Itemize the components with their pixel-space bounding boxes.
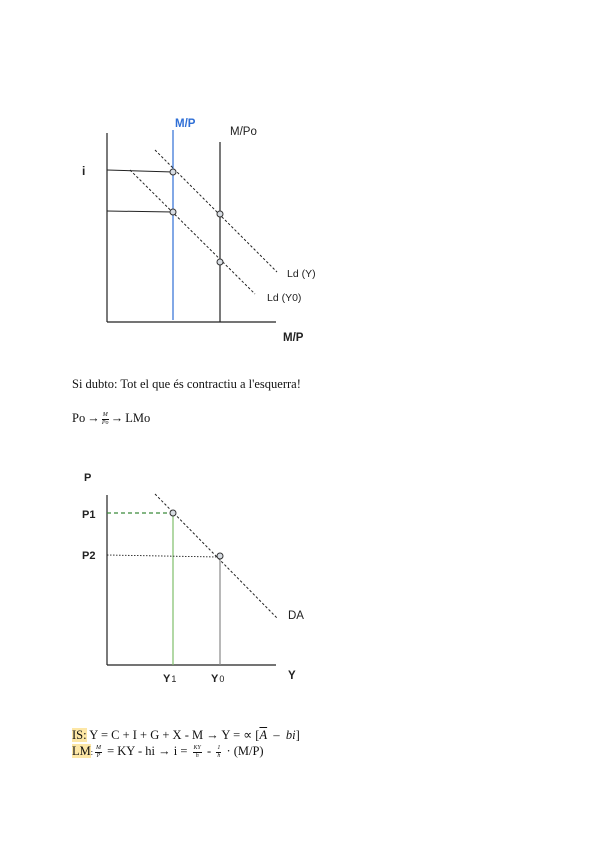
is-label: IS: (72, 728, 87, 742)
lm-tail: · (M/P) (223, 744, 264, 758)
equilibrium-point (217, 259, 223, 265)
ld-y0-label: Ld (Y0) (267, 292, 302, 304)
equilibrium-point (217, 211, 223, 217)
lm-colon: : (90, 748, 93, 757)
one-over-h-fraction (216, 745, 221, 760)
y0-label (211, 673, 224, 685)
ld-y-label: Ld (Y) (287, 268, 316, 280)
p2-guide-line (107, 555, 218, 557)
arrow-icon: → (87, 411, 100, 425)
da-curve-label: DA (288, 610, 304, 622)
fraction-denominator: h (195, 752, 199, 759)
y-axis-label: i (82, 164, 86, 178)
mpo-line-label: M/Po (230, 126, 257, 138)
equilibrium-point (170, 169, 176, 175)
lm-label: LM (72, 744, 91, 758)
po-chain (72, 411, 150, 427)
is-close: ] (295, 728, 300, 742)
equilibrium-point (170, 209, 176, 215)
a-bar-symbol: $\overline{A}$ (259, 728, 268, 742)
y1-label-sub: 1 (171, 674, 177, 684)
fraction-numerator: M (95, 744, 101, 751)
axes (107, 133, 276, 322)
p1-label: P1 (82, 509, 96, 521)
bi-term: bi (285, 728, 296, 742)
ld-y0-curve (130, 170, 255, 294)
y1-label-main: Y (163, 673, 171, 685)
chain-start: Po (72, 411, 86, 425)
mp-line-label: M/P (175, 118, 196, 130)
i-level-line-upper (107, 170, 173, 172)
lm-equation (72, 744, 264, 760)
m-over-p-fraction (95, 745, 102, 760)
y0-label-sub: 0 (219, 674, 225, 684)
aggregate-demand-chart (0, 460, 600, 690)
y-axis-label: P (84, 472, 92, 484)
p2-y0-point (217, 553, 223, 559)
y1-label (163, 673, 176, 685)
arrow-icon: → (110, 411, 124, 425)
is-equation-body: Y = C + I + G + X - M → Y = ∝ [ (86, 728, 260, 742)
ky-over-h-fraction (193, 745, 202, 760)
dubte-note: Si dubto: Tot el que és contractiu a l'esquerra! (72, 377, 301, 391)
fraction-denominator: P (96, 752, 101, 759)
fraction-denominator: h (217, 752, 221, 759)
x-axis-label: M/P (283, 332, 304, 344)
fraction-numerator: KY (193, 744, 201, 751)
fraction-numerator: 1 (217, 744, 221, 751)
p1-y1-point (170, 510, 176, 516)
fraction-denominator: Po (101, 419, 109, 426)
i-level-line-lower (107, 211, 173, 212)
is-minus: – (267, 728, 286, 742)
m-over-po-fraction (102, 412, 109, 427)
p2-label: P2 (82, 550, 96, 562)
y0-label-main: Y (211, 673, 219, 685)
lm-minus: - (203, 744, 215, 758)
is-equation (72, 727, 300, 743)
money-market-chart (0, 0, 600, 360)
chain-end: LMo (125, 411, 151, 425)
fraction-numerator: M (102, 411, 108, 418)
lm-equation-body: = KY - hi → i = (103, 744, 191, 758)
x-axis-label: Y (288, 670, 296, 682)
